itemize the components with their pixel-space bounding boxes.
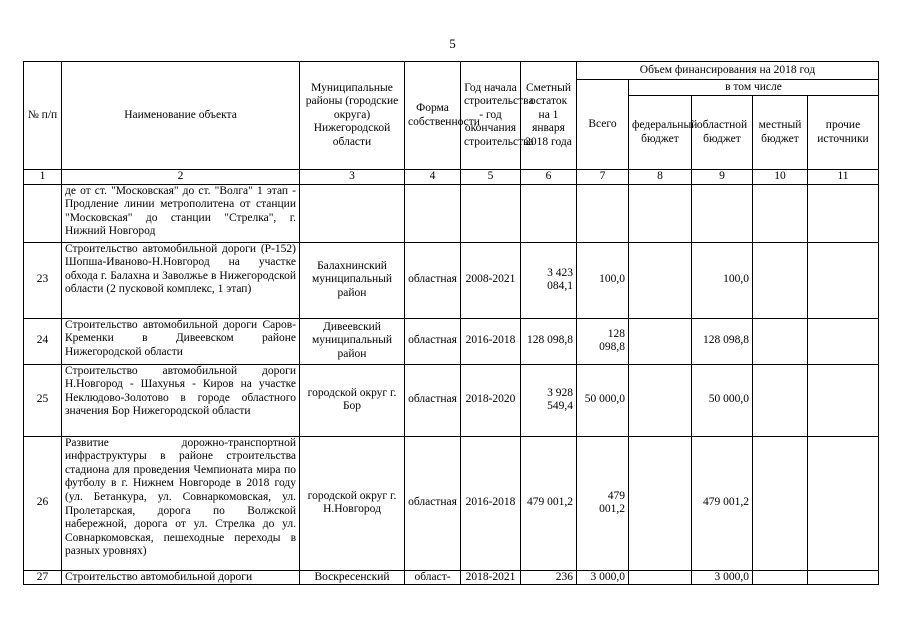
row-other: [808, 436, 879, 570]
row-estimate: 479 001,2: [521, 436, 577, 570]
row-total: 100,0: [577, 242, 629, 318]
header-other: прочие источники: [808, 96, 879, 170]
header-num: № п/п: [24, 62, 62, 170]
row-district: Дивеевский муниципальный район: [300, 318, 405, 364]
row-num: 27: [24, 570, 62, 585]
table-row: [24, 570, 879, 585]
header-including: в том числе: [629, 80, 879, 96]
row-other: [808, 570, 879, 585]
row-num: 25: [24, 364, 62, 436]
row-num: 24: [24, 318, 62, 364]
row-name: Строительство автомобильной дороги Саров-Кременки в Дивеевском районе Нижегородской области: [62, 318, 300, 364]
row-num: 26: [24, 436, 62, 570]
row-years: 2018-2021: [461, 570, 521, 585]
row-district: Воскресенский: [300, 570, 405, 585]
row-name: Строительство автомобильной дороги: [62, 570, 300, 585]
row-other: [808, 364, 879, 436]
col-num-8: 8: [629, 170, 692, 185]
row-name: Строительство автомобильной дороги Н.Новгород - Шахунья - Киров на участке Неклюдово-Золотово в городе областного значения Бор Нижегородской области: [62, 364, 300, 436]
row-regional: 100,0: [692, 242, 753, 318]
row-regional: 479 001,2: [692, 436, 753, 570]
row-regional: 3 000,0: [692, 570, 753, 585]
row-regional: 50 000,0: [692, 364, 753, 436]
col-num-10: 10: [753, 170, 808, 185]
row-years: [461, 184, 521, 242]
table-row: [24, 184, 879, 242]
row-federal: [629, 364, 692, 436]
row-local: [753, 436, 808, 570]
col-num-6: 6: [521, 170, 577, 185]
row-federal: [629, 242, 692, 318]
row-estimate: 236: [521, 570, 577, 585]
header-funding: Объем финансирования на 2018 год: [577, 62, 879, 80]
table-row: [24, 318, 879, 364]
row-total: 3 000,0: [577, 570, 629, 585]
col-num-5: 5: [461, 170, 521, 185]
row-other: [808, 318, 879, 364]
header-federal: федеральный бюджет: [629, 96, 692, 170]
row-total: 128 098,8: [577, 318, 629, 364]
row-local: [753, 318, 808, 364]
table-row: [24, 436, 879, 570]
row-name: Развитие дорожно-транспортной инфраструктуры в районе строительства стадиона для проведения Чемпионата мира по футболу в г. Нижнем Новгороде в 2018 году (ул. Бетанкура, ул. Совнаркомовская, ул. Пролетарская, дорога по Волжской набережной, дорога от ул. Стрелка до ул. Совнаркомовская, пешеходные переходы в разных уровнях): [62, 436, 300, 570]
header-years: Год начала строительства - год окончания строительства: [461, 62, 521, 170]
row-federal: [629, 184, 692, 242]
row-total: 50 000,0: [577, 364, 629, 436]
row-federal: [629, 436, 692, 570]
table-row: [24, 364, 879, 436]
row-estimate: 128 098,8: [521, 318, 577, 364]
header-ownership: Форма собственности: [405, 62, 461, 170]
row-federal: [629, 318, 692, 364]
row-local: [753, 184, 808, 242]
row-estimate: [521, 184, 577, 242]
row-ownership: областная: [405, 436, 461, 570]
row-ownership: област-: [405, 570, 461, 585]
col-num-2: 2: [62, 170, 300, 185]
row-years: 2008-2021: [461, 242, 521, 318]
header-name: Наименование объекта: [62, 62, 300, 170]
header-districts: Муниципальные районы (городские округа) Нижегородской области: [300, 62, 405, 170]
row-district: городской округ г. Н.Новгород: [300, 436, 405, 570]
row-local: [753, 364, 808, 436]
row-local: [753, 242, 808, 318]
col-num-9: 9: [692, 170, 753, 185]
header-regional: областной бюджет: [692, 96, 753, 170]
col-num-4: 4: [405, 170, 461, 185]
row-name: де от ст. "Московская" до ст. "Волга" 1 этап - Продление линии метрополитена от станции "Московская" до станции "Стрелка", г. Нижний Новгород: [62, 184, 300, 242]
row-years: 2016-2018: [461, 318, 521, 364]
row-ownership: областная: [405, 318, 461, 364]
financing-table: [23, 61, 879, 585]
header-local: местный бюджет: [753, 96, 808, 170]
row-district: городской округ г. Бор: [300, 364, 405, 436]
row-ownership: [405, 184, 461, 242]
header-total: Всего: [577, 80, 629, 170]
row-local: [753, 570, 808, 585]
row-federal: [629, 570, 692, 585]
row-total: [577, 184, 629, 242]
col-num-1: 1: [24, 170, 62, 185]
row-estimate: 3 423 084,1: [521, 242, 577, 318]
row-district: Балахнинский муниципальный район: [300, 242, 405, 318]
row-district: [300, 184, 405, 242]
col-num-3: 3: [300, 170, 405, 185]
row-num: 23: [24, 242, 62, 318]
table-row: [24, 242, 879, 318]
header-row-1: [24, 62, 879, 80]
row-name: Строительство автомобильной дороги (Р-152) Шопша-Иваново-Н.Новгород на участке обхода г. Балахна и Заволжье в Нижегородской области (2 пусковой комплекс, 1 этап): [62, 242, 300, 318]
row-years: 2016-2018: [461, 436, 521, 570]
col-num-11: 11: [808, 170, 879, 185]
row-other: [808, 184, 879, 242]
col-num-7: 7: [577, 170, 629, 185]
page-number: 5: [449, 36, 456, 51]
row-num: [24, 184, 62, 242]
row-ownership: областная: [405, 364, 461, 436]
row-other: [808, 242, 879, 318]
column-number-row: [24, 170, 879, 185]
row-regional: 128 098,8: [692, 318, 753, 364]
row-years: 2018-2020: [461, 364, 521, 436]
row-total: 479 001,2: [577, 436, 629, 570]
header-estimate: Сметный остаток на 1 января 2018 года: [521, 62, 577, 170]
row-ownership: областная: [405, 242, 461, 318]
row-estimate: 3 928 549,4: [521, 364, 577, 436]
row-regional: [692, 184, 753, 242]
